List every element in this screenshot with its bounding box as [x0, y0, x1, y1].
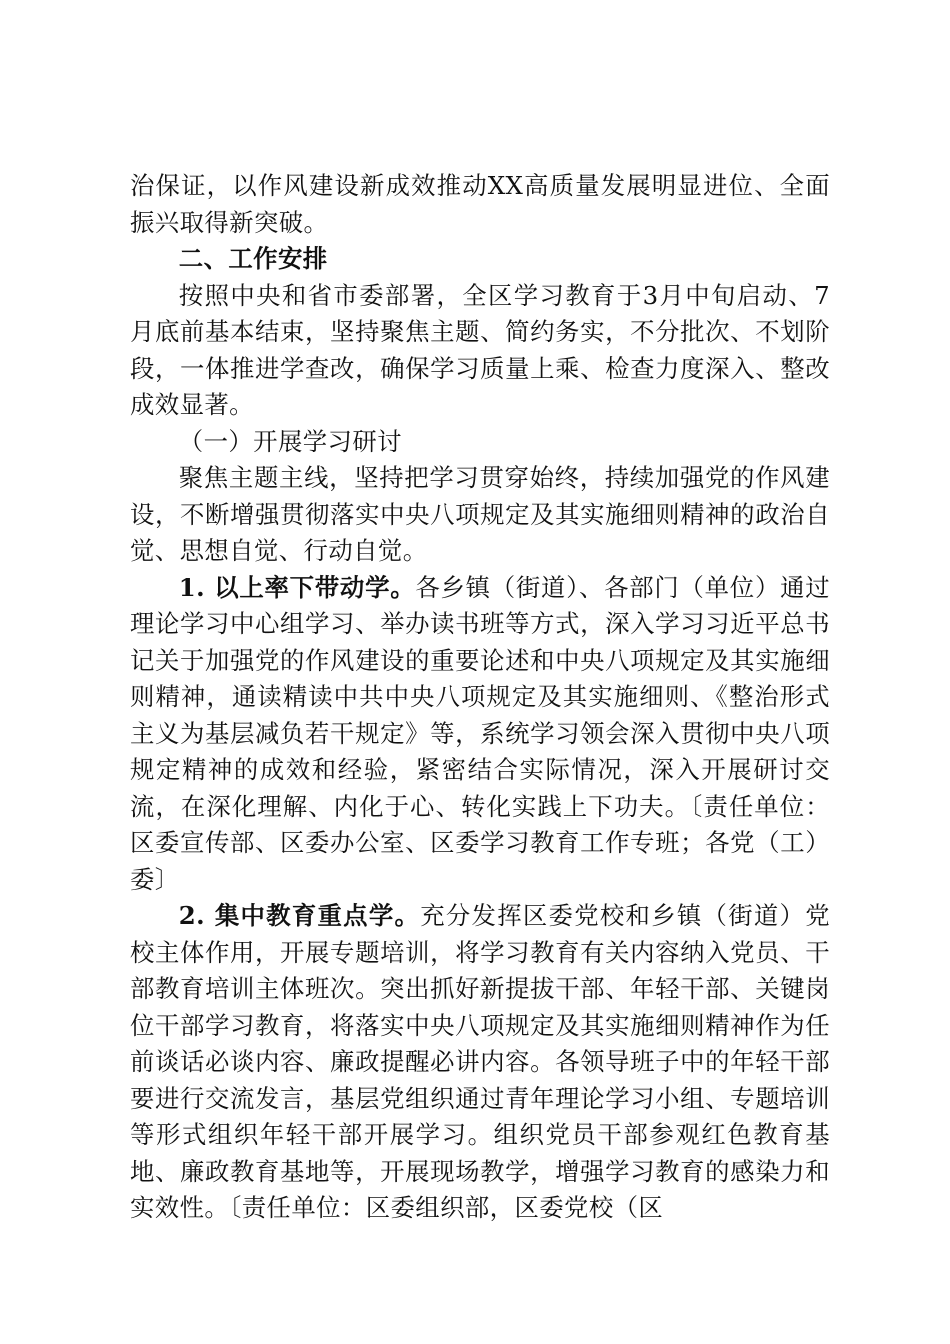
paragraph-study-focus: 聚焦主题主线，坚持把学习贯穿始终，持续加强党的作风建设，不断增强贯彻落实中央八项规定及其实施细则精神的政治自觉、思想自觉、行动自觉。	[130, 463, 830, 565]
list-item-1-title: 1. 以上率下带动学。	[178, 572, 416, 602]
section-heading: 二、工作安排	[178, 244, 328, 273]
list-item-2-body: 充分发挥区委党校和乡镇（街道）党校主体作用，开展专题培训，将学习教育有关内容纳入党员、干部教育培训主体班次。突出抓好新提拔干部、年轻干部、关键岗位干部学习教育，将落实中央八项规定及其实施细则精神作为任前谈话必谈内容、廉政提醒必讲内容。各领导班子中的年轻干部要进行交流发言，基层党组织通过青年理论学习小组、专题培训等形式组织年轻干部开展学习。组织党员干部参观红色教育基地、廉政教育基地等，开展现场教学，增强学习教育的感染力和实效性。〔责任单位：区委组织部，区委党校（区	[130, 901, 831, 1222]
document-body	[130, 168, 830, 1227]
paragraph-work-arrangement: 按照中央和省市委部署，全区学习教育于3月中旬启动、7月底前基本结束，坚持聚焦主题、简约务实，不分批次、不划阶段，一体推进学查改，确保学习质量上乘、检查力度深入、整改成效显著。	[130, 280, 830, 419]
list-item-1	[130, 570, 830, 899]
subheading-study-discussion: （一）开展学习研讨	[178, 426, 402, 456]
list-item-1-body: 各乡镇（街道）、各部门（单位）通过理论学习中心组学习、举办读书班等方式，深入学习习近平总书记关于加强党的作风建设的重要论述和中央八项规定及其实施细则精神，通读精读中共中央八项规定及其实施细则、《整治形式主义为基层减负若干规定》等，系统学习领会深入贯彻中央八项规定精神的成效和经验，紧密结合实际情况，深入开展研讨交流，在深化理解、内化于心、转化实践上下功夫。〔责任单位：区委宣传部、区委办公室、区委学习教育工作专班；各党（工）委〕	[130, 572, 830, 894]
list-item-2-title: 2. 集中教育重点学。	[178, 901, 421, 930]
list-item-2	[130, 898, 830, 1227]
paragraph-continuation: 治保证，以作风建设新成效推动XX高质量发展明显进位、全面振兴取得新突破。	[130, 171, 830, 237]
